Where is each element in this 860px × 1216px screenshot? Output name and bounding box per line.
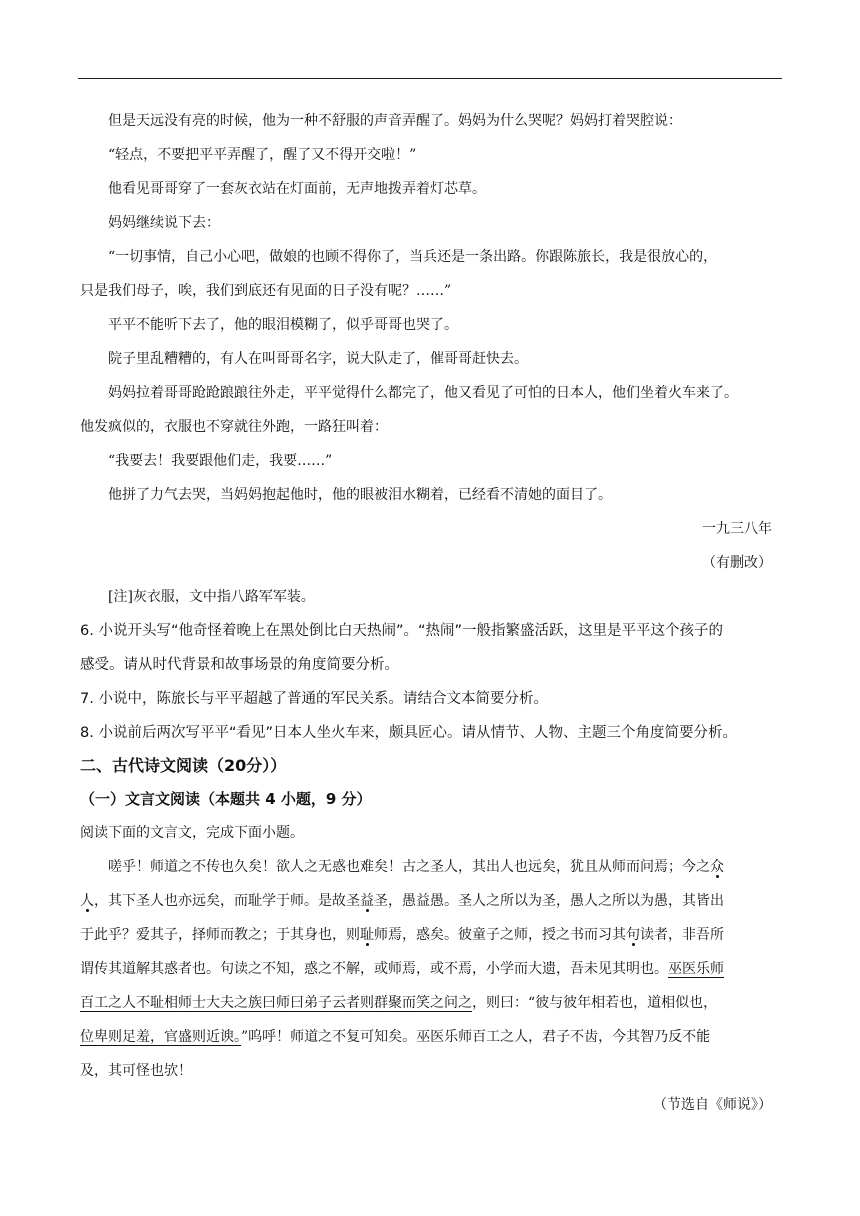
question-6-cont: 感受。请从时代背景和故事场景的角度简要分析。 (80, 657, 399, 673)
header-rule (78, 78, 782, 79)
underlined-phrase: 百工之人不耻相师士大夫之族曰师曰弟子云者则群聚而笑之问之 (80, 995, 472, 1011)
question-8: 8. 小说前后两次写平平“看见”日本人坐火车来，颇具匠心。请从情节、人物、主题三个角度简要分析。 (80, 725, 737, 741)
story-paragraph-cont: 他发疯似的，衣服也不穿就往外跑，一路狂叫着： (80, 419, 388, 435)
classical-text-line: 人，其下圣人也亦远矣，而耻学于师。是故圣益圣，愚益愚。圣人之所以为圣，愚人之所以为愚，其皆出 (80, 893, 724, 909)
story-paragraph: “轻点，不要把平平弄醒了，醒了又不得开交啦！” (108, 147, 417, 163)
footnote: [注]灰衣服，文中指八路军军装。 (108, 589, 315, 605)
emphasis-char: 众 (710, 859, 724, 875)
classical-text-line: 百工之人不耻相师士大夫之族曰师曰弟子云者则群聚而笑之问之，则曰：“彼与彼年相若也，道相似也， (80, 995, 718, 1011)
classical-text-line: 及，其可怪也欤！ (80, 1063, 192, 1079)
story-paragraph: 他看见哥哥穿了一套灰衣站在灯面前，无声地拨弄着灯芯草。 (108, 181, 486, 197)
section-heading: 二、古代诗文阅读（20分）） (80, 756, 287, 775)
emphasis-char: 益 (360, 893, 374, 909)
classical-text-line: 谓传其道解其惑者也。句读之不知，惑之不解，或师焉，或不焉，小学而大遗，吾未见其明也。巫医乐师 (80, 961, 724, 977)
underlined-phrase: 巫医乐师 (668, 961, 724, 977)
story-paragraph: 他拼了力气去哭，当妈妈抱起他时，他的眼被泪水糊着，已经看不清她的面目了。 (108, 487, 612, 503)
story-paragraph-cont: 只是我们母子，唉，我们到底还有见面的日子没有呢？……” (80, 283, 452, 299)
story-paragraph: 妈妈拉着哥哥跄跄踉踉往外走，平平觉得什么都完了，他又看见了可怕的日本人，他们坐着火车来了。 (108, 385, 738, 401)
classical-text-line: 于此乎？爱其子，择师而教之；于其身也，则耻师焉，惑矣。彼童子之师，授之书而习其句读者，非吾所 (80, 927, 724, 943)
revision-note: （有删改） (702, 555, 772, 571)
question-6: 6. 小说开头写“他奇怪着晚上在黑处倒比白天热闹”。“热闹”一般指繁盛活跃，这里是平平这个孩子的 (80, 623, 723, 639)
question-7: 7. 小说中，陈旅长与平平超越了普通的军民关系。请结合文本简要分析。 (80, 691, 548, 707)
classical-text-line: 嗟乎！师道之不传也久矣！欲人之无惑也难矣！古之圣人，其出人也远矣，犹且从师而问焉；今之众 (108, 859, 724, 875)
emphasis-char: 人 (80, 893, 94, 909)
story-paragraph: “我要去！我要跟他们走，我要……” (108, 453, 333, 469)
story-paragraph: “一切事情，自己小心吧，做娘的也顾不得你了，当兵还是一条出路。你跟陈旅长，我是很放心的， (108, 249, 718, 265)
underlined-phrase: 位卑则足羞，官盛则近谀。 (80, 1029, 241, 1045)
classical-text-line: 位卑则足羞，官盛则近谀。”呜呼！师道之不复可知矣。巫医乐师百工之人，君子不齿，今其智乃反不能 (80, 1029, 711, 1045)
story-paragraph: 妈妈继续说下去： (108, 215, 220, 231)
story-paragraph: 平平不能听下去了，他的眼泪模糊了，似乎哥哥也哭了。 (108, 317, 458, 333)
emphasis-char: 句 (626, 927, 640, 943)
story-paragraph: 院子里乱糟糟的，有人在叫哥哥名字，说大队走了，催哥哥赶快去。 (108, 351, 528, 367)
sub-section-heading: （一）文言文阅读（本题共 4 小题，9 分） (80, 790, 372, 808)
story-paragraph: 但是天远没有亮的时候，他为一种不舒服的声音弄醒了。妈妈为什么哭呢？妈妈打着哭腔说： (108, 113, 682, 129)
emphasis-char: 耻 (360, 927, 374, 943)
reading-instruction: 阅读下面的文言文，完成下面小题。 (80, 825, 304, 841)
story-date: 一九三八年 (702, 521, 772, 537)
source-citation: （节选自《师说》） (653, 1097, 772, 1113)
